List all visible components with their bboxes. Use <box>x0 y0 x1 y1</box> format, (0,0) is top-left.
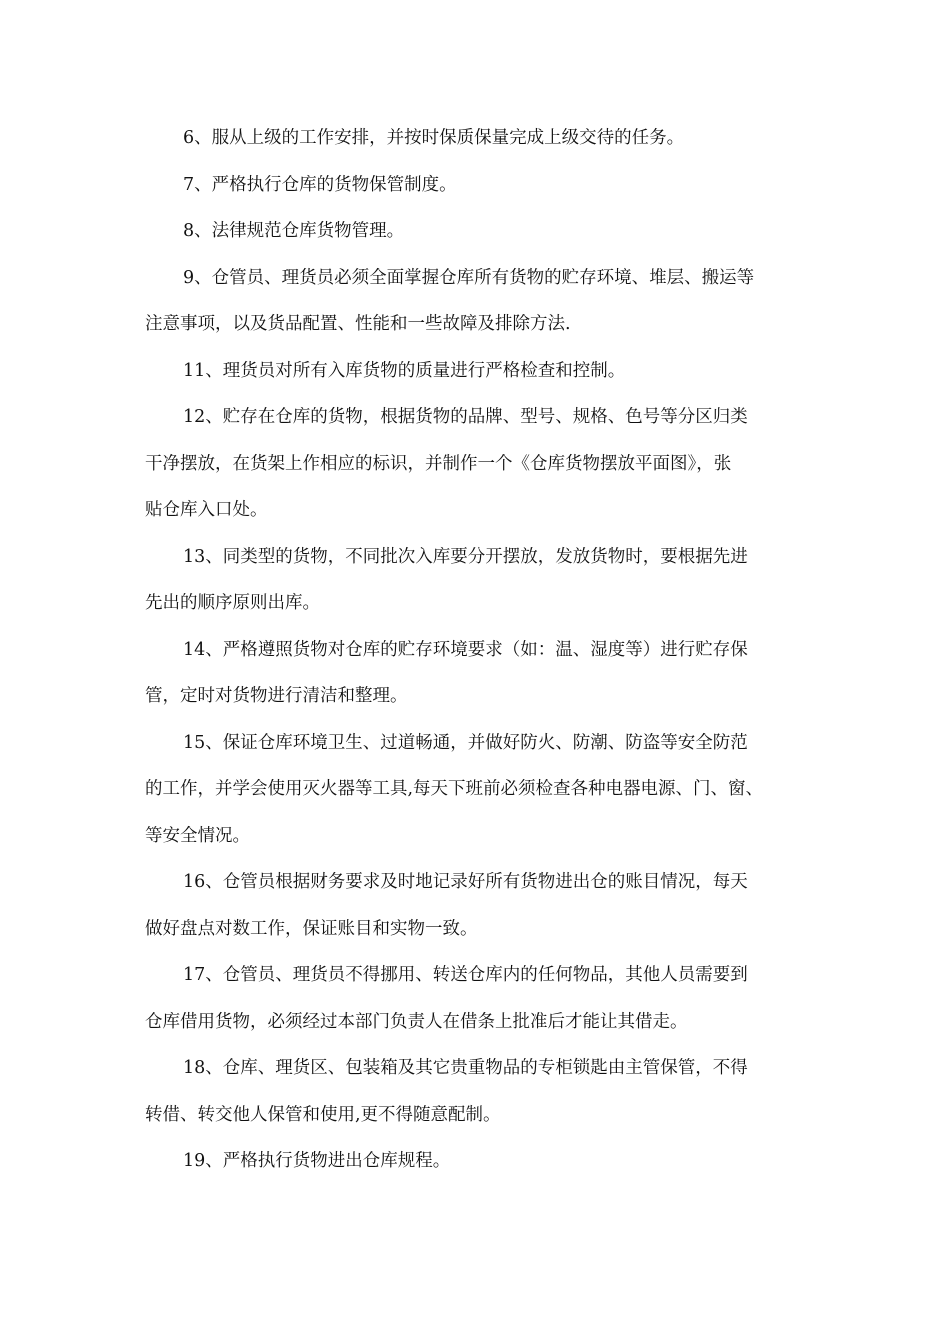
text-line-item-17-cont: 仓库借用货物，必须经过本部门负责人在借条上批准后才能让其借走。 <box>145 1011 688 1032</box>
text-line-item-18: 18、仓库、理货区、包装箱及其它贵重物品的专柜锁匙由主管保管，不得 <box>183 1058 748 1078</box>
text-line-item-13: 13、同类型的货物，不同批次入库要分开摆放，发放货物时，要根据先进 <box>183 546 748 567</box>
text-line-item-12: 12、贮存在仓库的货物，根据货物的品牌、型号、规格、色号等分区归类 <box>183 407 748 427</box>
text-line-item-11: 11、理货员对所有入库货物的质量进行严格检查和控制。 <box>183 360 626 381</box>
text-line-item-18-cont: 转借、转交他人保管和使用,更不得随意配制。 <box>145 1104 501 1125</box>
text-line-item-16-cont: 做好盘点对数工作，保证账目和实物一致。 <box>145 918 478 939</box>
text-line-item-6: 6、服从上级的工作安排，并按时保质保量完成上级交待的任务。 <box>183 128 685 148</box>
text-line-item-16: 16、仓管员根据财务要求及时地记录好所有货物进出仓的账目情况，每天 <box>183 872 748 892</box>
text-line-item-9: 9、仓管员、理货员必须全面掌握仓库所有货物的贮存环境、堆层、搬运等 <box>183 267 755 288</box>
text-line-item-19: 19、严格执行货物进出仓库规程。 <box>183 1151 451 1171</box>
text-line-item-15-cont-2: 等安全情况。 <box>145 825 250 846</box>
text-line-item-13-cont: 先出的顺序原则出库。 <box>145 593 320 613</box>
text-line-item-9-cont: 注意事项，以及货品配置、性能和一些故障及排除方法. <box>145 314 571 334</box>
text-line-item-14: 14、严格遵照货物对仓库的贮存环境要求（如：温、湿度等）进行贮存保 <box>183 639 748 660</box>
text-line-item-12-cont-2: 贴仓库入口处。 <box>145 500 268 520</box>
text-line-item-7: 7、严格执行仓库的货物保管制度。 <box>183 174 457 195</box>
text-line-item-15: 15、保证仓库环境卫生、过道畅通，并做好防火、防潮、防盗等安全防范 <box>183 732 748 753</box>
text-line-item-14-cont: 管，定时对货物进行清洁和整理。 <box>145 686 408 706</box>
text-line-item-15-cont-1: 的工作，并学会使用灭火器等工具,每天下班前必须检查各种电器电源、门、窗、 <box>145 779 764 799</box>
text-line-item-12-cont-1: 干净摆放，在货架上作相应的标识，并制作一个《仓库货物摆放平面图》，张 <box>145 453 732 474</box>
document-body <box>145 118 825 1188</box>
text-line-item-8: 8、法律规范仓库货物管理。 <box>183 221 405 241</box>
text-line-item-17: 17、仓管员、理货员不得挪用、转送仓库内的任何物品，其他人员需要到 <box>183 965 748 985</box>
